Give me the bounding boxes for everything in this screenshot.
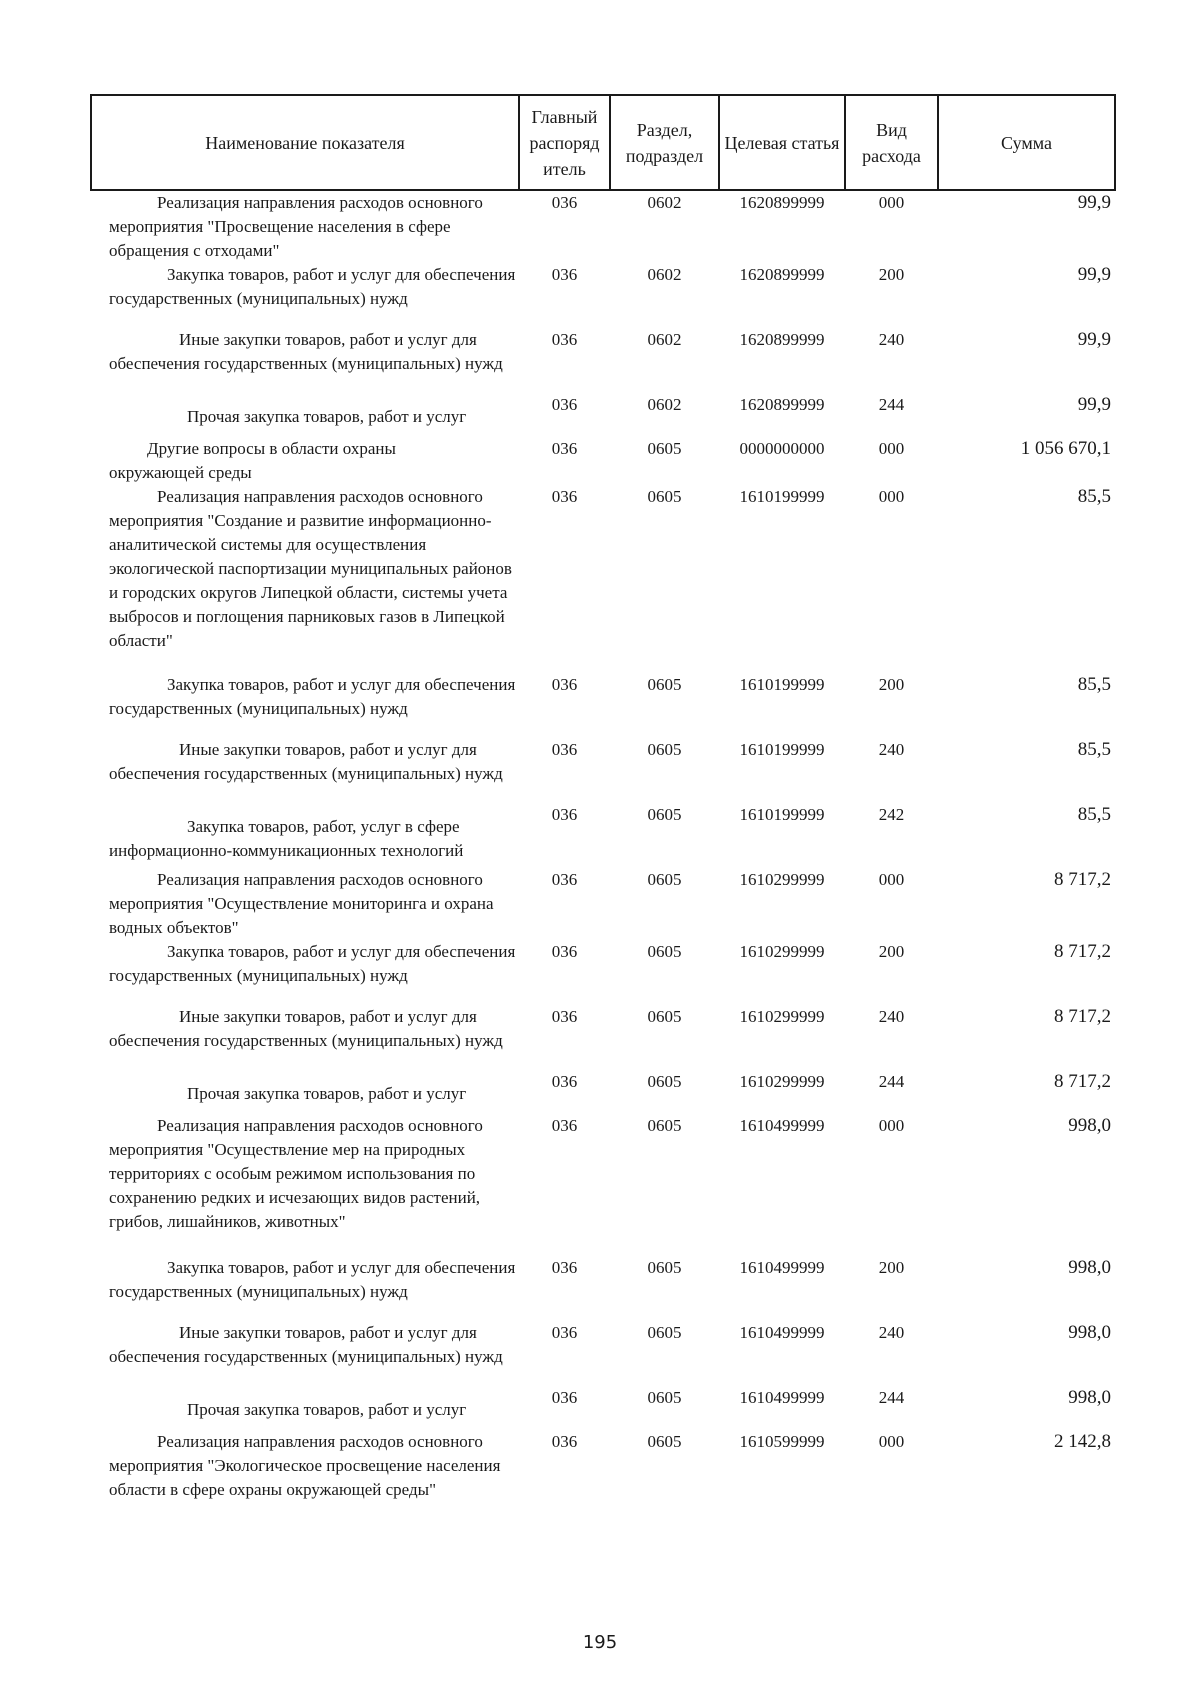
row-name — [91, 1114, 519, 1256]
row-sum: 85,5 — [1077, 739, 1111, 760]
row-sum: 8 717,2 — [1054, 869, 1111, 890]
row-vr: 200 — [878, 1258, 905, 1277]
row-name-text: Прочая закупка товаров, работ и услуг — [187, 407, 467, 426]
row-name — [91, 1256, 519, 1321]
row-cs: 1620899999 — [739, 265, 825, 284]
row-rz: 0605 — [647, 487, 682, 506]
row-name-text: Реализация направления расходов основного мероприятия "Просвещение населения в сфере обращения с отходами" — [109, 193, 483, 260]
row-vr: 240 — [878, 740, 905, 759]
row-gr: 036 — [551, 193, 578, 212]
row-gr: 036 — [551, 1388, 578, 1407]
row-cs: 1610299999 — [739, 942, 825, 961]
row-name — [91, 1005, 519, 1070]
row-name-text: Иные закупки товаров, работ и услуг для обеспечения государственных (муниципальных) нужд — [109, 330, 503, 373]
row-rz: 0605 — [647, 675, 682, 694]
row-name — [91, 1386, 519, 1430]
row-gr: 036 — [551, 1007, 578, 1026]
row-name-text: Реализация направления расходов основного мероприятия "Создание и развитие информационно-аналитической системы для осуществления экологической паспортизации муниципальных районов и городских округов Липецкой области, системы учета выбросов и поглощения парниковых газов в Липецкой области" — [109, 487, 512, 650]
table-row — [91, 868, 1115, 940]
row-sum: 99,9 — [1077, 329, 1111, 350]
row-cs: 1610199999 — [739, 805, 825, 824]
page-number: 195 — [582, 1632, 618, 1653]
row-name — [91, 1430, 519, 1526]
row-name — [91, 328, 519, 393]
row-rz: 0602 — [647, 265, 682, 284]
row-name-text: Реализация направления расходов основного мероприятия "Осуществление мониторинга и охрана водных объектов" — [109, 870, 494, 937]
row-name-text: Закупка товаров, работ и услуг для обеспечения государственных (муниципальных) нужд — [109, 1258, 516, 1301]
table-row — [91, 1321, 1115, 1386]
row-cs: 1610499999 — [739, 1116, 825, 1135]
row-cs: 1610299999 — [739, 1072, 825, 1091]
row-name-text: Прочая закупка товаров, работ и услуг — [187, 1400, 467, 1419]
row-sum: 8 717,2 — [1054, 1006, 1111, 1027]
table-row — [91, 485, 1115, 673]
row-name-text: Закупка товаров, работ и услуг для обеспечения государственных (муниципальных) нужд — [109, 942, 516, 985]
row-rz: 0605 — [647, 439, 682, 458]
row-name — [91, 738, 519, 803]
header-section: Раздел, подраздел — [610, 95, 719, 190]
row-name — [91, 1070, 519, 1114]
table-body — [91, 190, 1115, 1526]
table-row — [91, 1005, 1115, 1070]
row-vr: 200 — [878, 675, 905, 694]
row-rz: 0605 — [647, 870, 682, 889]
row-gr: 036 — [551, 1432, 578, 1451]
row-rz: 0605 — [647, 805, 682, 824]
table-row — [91, 263, 1115, 328]
row-cs: 0000000000 — [739, 439, 825, 458]
header-expense-type: Вид расхода — [845, 95, 938, 190]
row-gr: 036 — [551, 675, 578, 694]
row-vr: 244 — [878, 395, 905, 414]
row-gr: 036 — [551, 870, 578, 889]
row-rz: 0605 — [647, 1116, 682, 1135]
row-sum: 99,9 — [1077, 192, 1111, 213]
row-name-text: Иные закупки товаров, работ и услуг для обеспечения государственных (муниципальных) нужд — [109, 1323, 503, 1366]
row-cs: 1610299999 — [739, 1007, 825, 1026]
row-gr: 036 — [551, 439, 578, 458]
row-rz: 0605 — [647, 1388, 682, 1407]
row-cs: 1620899999 — [739, 330, 825, 349]
row-vr: 000 — [878, 487, 905, 506]
row-name-text: Прочая закупка товаров, работ и услуг — [187, 1084, 467, 1103]
row-name — [91, 437, 519, 485]
row-sum: 998,0 — [1068, 1115, 1111, 1136]
table-row — [91, 437, 1115, 485]
header-chief-manager: Главный распоряд итель — [519, 95, 610, 190]
row-cs: 1610499999 — [739, 1388, 825, 1407]
row-vr: 000 — [878, 870, 905, 889]
row-rz: 0605 — [647, 740, 682, 759]
row-rz: 0602 — [647, 330, 682, 349]
row-sum: 1 056 670,1 — [1020, 438, 1111, 459]
row-rz: 0605 — [647, 1323, 682, 1342]
row-gr: 036 — [551, 487, 578, 506]
row-sum: 99,9 — [1077, 264, 1111, 285]
row-cs: 1610499999 — [739, 1258, 825, 1277]
row-vr: 000 — [878, 1432, 905, 1451]
table-row — [91, 940, 1115, 1005]
row-sum: 8 717,2 — [1054, 1071, 1111, 1092]
row-vr: 000 — [878, 193, 905, 212]
row-gr: 036 — [551, 805, 578, 824]
row-name-text: Реализация направления расходов основного мероприятия "Осуществление мер на природных территориях с особым режимом использования по сохранению редких и исчезающих видов растений, грибов, лишайников, животных" — [109, 1116, 483, 1231]
table-row — [91, 1070, 1115, 1114]
table-row — [91, 328, 1115, 393]
row-name — [91, 868, 519, 940]
header-name: Наименование показателя — [91, 95, 519, 190]
row-name — [91, 673, 519, 738]
row-sum: 2 142,8 — [1054, 1431, 1111, 1452]
row-gr: 036 — [551, 1258, 578, 1277]
row-name-text: Закупка товаров, работ и услуг для обеспечения государственных (муниципальных) нужд — [109, 675, 516, 718]
row-gr: 036 — [551, 395, 578, 414]
row-vr: 000 — [878, 439, 905, 458]
row-name-text: Иные закупки товаров, работ и услуг для обеспечения государственных (муниципальных) нужд — [109, 740, 503, 783]
table-row — [91, 1386, 1115, 1430]
table-row — [91, 673, 1115, 738]
header-target-article: Целевая статья — [719, 95, 845, 190]
row-gr: 036 — [551, 330, 578, 349]
row-rz: 0605 — [647, 1432, 682, 1451]
row-rz: 0605 — [647, 1007, 682, 1026]
table-row — [91, 393, 1115, 437]
row-cs: 1610599999 — [739, 1432, 825, 1451]
row-rz: 0602 — [647, 193, 682, 212]
row-rz: 0602 — [647, 395, 682, 414]
row-cs: 1610199999 — [739, 675, 825, 694]
budget-table — [90, 94, 1116, 1526]
row-vr: 240 — [878, 1323, 905, 1342]
row-name-text: Закупка товаров, работ, услуг в сфере информационно-коммуникационных технологий — [109, 817, 464, 860]
row-sum: 85,5 — [1077, 804, 1111, 825]
row-name — [91, 940, 519, 1005]
row-name — [91, 1321, 519, 1386]
row-vr: 240 — [878, 330, 905, 349]
row-sum: 85,5 — [1077, 674, 1111, 695]
table-row — [91, 1430, 1115, 1526]
row-vr: 000 — [878, 1116, 905, 1135]
row-gr: 036 — [551, 942, 578, 961]
row-sum: 998,0 — [1068, 1387, 1111, 1408]
row-sum: 85,5 — [1077, 486, 1111, 507]
row-name — [91, 393, 519, 437]
row-sum: 99,9 — [1077, 394, 1111, 415]
table-row — [91, 738, 1115, 803]
row-vr: 200 — [878, 265, 905, 284]
row-gr: 036 — [551, 1072, 578, 1091]
row-rz: 0605 — [647, 942, 682, 961]
row-sum: 998,0 — [1068, 1257, 1111, 1278]
row-name — [91, 263, 519, 328]
row-gr: 036 — [551, 1116, 578, 1135]
row-name — [91, 190, 519, 263]
row-cs: 1620899999 — [739, 395, 825, 414]
header-sum: Сумма — [938, 95, 1115, 190]
row-name — [91, 803, 519, 868]
row-vr: 244 — [878, 1388, 905, 1407]
row-name — [91, 485, 519, 673]
row-sum: 998,0 — [1068, 1322, 1111, 1343]
row-cs: 1610299999 — [739, 870, 825, 889]
row-cs: 1610499999 — [739, 1323, 825, 1342]
row-rz: 0605 — [647, 1258, 682, 1277]
row-name-text: Реализация направления расходов основного мероприятия "Экологическое просвещение населения области в сфере охраны окружающей среды" — [109, 1432, 501, 1499]
row-gr: 036 — [551, 1323, 578, 1342]
row-cs: 1610199999 — [739, 487, 825, 506]
table-header — [91, 95, 1115, 190]
row-vr: 244 — [878, 1072, 905, 1091]
row-rz: 0605 — [647, 1072, 682, 1091]
row-vr: 242 — [878, 805, 905, 824]
table-row — [91, 803, 1115, 868]
row-vr: 200 — [878, 942, 905, 961]
table-row — [91, 1256, 1115, 1321]
row-sum: 8 717,2 — [1054, 941, 1111, 962]
row-name-text: Закупка товаров, работ и услуг для обеспечения государственных (муниципальных) нужд — [109, 265, 516, 308]
row-vr: 240 — [878, 1007, 905, 1026]
row-cs: 1610199999 — [739, 740, 825, 759]
row-gr: 036 — [551, 740, 578, 759]
row-name-text: Иные закупки товаров, работ и услуг для обеспечения государственных (муниципальных) нужд — [109, 1007, 503, 1050]
row-gr: 036 — [551, 265, 578, 284]
row-cs: 1620899999 — [739, 193, 825, 212]
row-name-text: Другие вопросы в области охраны окружающей среды — [109, 439, 396, 482]
table-row — [91, 1114, 1115, 1256]
table-row — [91, 190, 1115, 263]
